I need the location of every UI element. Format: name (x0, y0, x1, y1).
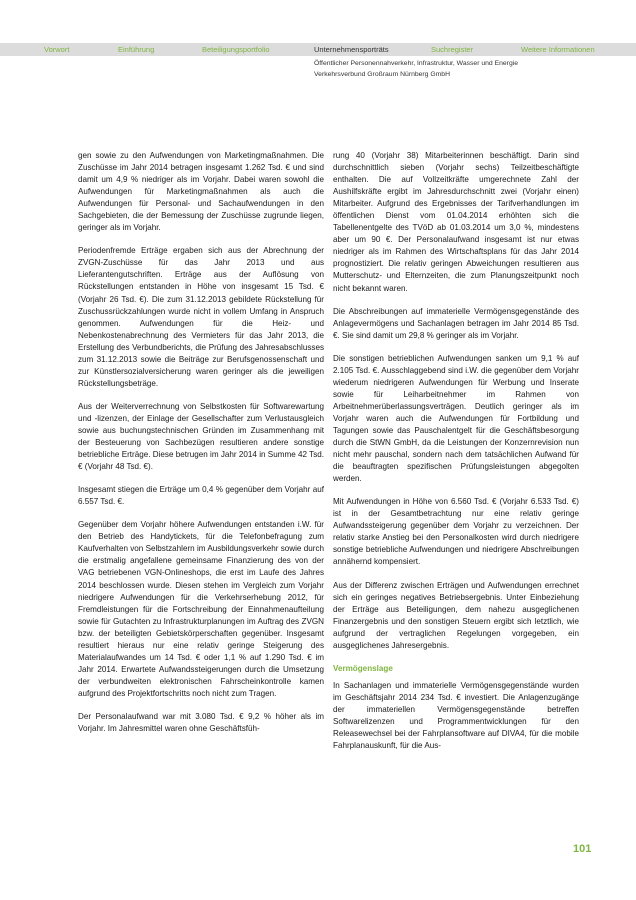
nav-item-weitere-informationen[interactable]: Weitere Informationen (521, 45, 595, 54)
paragraph: gen sowie zu den Aufwendungen von Marketingmaßnahmen. Die Zuschüsse im Jahr 2014 betragen insgesamt 1.262 Tsd. € und sind damit um 4,9 % niedriger als im Vorjahr. Dabei waren sowohl die Aufwendungen für Marketingmaßnahmen als auch die Aufwendungen für Personal- und Sachaufwendungen in den Sachgebieten, die der Bemessung der Zuschüsse zugrunde liegen, geringer als im Vorjahr. (78, 151, 324, 233)
left-text-column (78, 150, 324, 746)
page-number: 101 (573, 843, 592, 855)
paragraph: Insgesamt stiegen die Erträge um 0,4 % gegenüber dem Vorjahr auf 6.557 Tsd. €. (78, 485, 324, 507)
paragraph: In Sachanlagen und immaterielle Vermögensgegenstände wurden im Geschäftsjahr 2014 234 Tsd. € investiert. Die Anlagenzugänge der immateriellen Vermögensgegenstände betreffen Softwarelizenzen und Programmentwicklungen für den Releasewechsel bei der Fahrplansoftware auf DIVA4, für die mobile Fahrplanauskunft, für die Aus- (333, 680, 579, 751)
nav-item-einfuehrung[interactable]: Einführung (118, 45, 155, 54)
company-name: Verkehrsverbund Großraum Nürnberg GmbH (314, 71, 450, 78)
paragraph: rung 40 (Vorjahr 38) Mitarbeiterinnen beschäftigt. Darin sind durchschnittlich sieben (Vorjahr sechs) Teilzeitbeschäftigte enthalten. Die auf Vollzeitkräfte umgerechnete Zahl der Aushilfskräfte ergibt im Jahresdurchschnitt zwei (Vorjahr einen) Mitarbeiter. Aufgrund des Ergebnisses der Tarifverhandlungen im öffentlichen Dienst vom 01.04.2014 erhöhten sich die Tabellenentgelte des TVöD ab 01.03.2014 um 3,0 %, mindestens aber um 90 €. Der Personalaufwand insgesamt ist nur etwas niedriger als im Rahmen des Wirtschaftsplans für das Jahr 2014 prognostiziert. Die relativ geringen Abweichungen resultieren aus Mutterschutz- und Elternzeiten, die zum Planungszeitpunkt noch nicht bekannt waren. (333, 151, 579, 293)
paragraph: Der Personalaufwand war mit 3.080 Tsd. € 9,2 % höher als im Vorjahr. Im Jahresmittel waren ohne Geschäftsfüh- (78, 711, 324, 734)
nav-item-beteiligungsportfolio[interactable]: Beteiligungsportfolio (202, 45, 270, 54)
section-heading: Vermögenslage (333, 663, 393, 673)
section-subtitle: Öffentlicher Personennahverkehr, Infrastruktur, Wasser und Energie (314, 60, 519, 67)
paragraph: Aus der Weiterverrechnung von Selbstkosten für Softwarewartung und -lizenzen, der Einlage der Gesellschafter zum Verlustausgleich sowie aus buchungstechnischen Gründen im Zusammenhang mit der Besteuerung von Sachbezügen resultieren andere sonstige betriebliche Erträge. Diese betrugen im Jahr 2014 in Summe 42 Tsd. € (Vorjahr 48 Tsd. €). (78, 401, 324, 472)
nav-item-vorwort[interactable]: Vorwort (44, 45, 70, 54)
right-text-column (333, 150, 579, 763)
paragraph: Periodenfremde Erträge ergaben sich aus der Abrechnung der ZVGN-Zuschüsse für das Jahr 2013 und aus Lieferantengutschriften. Erträge aus der Auflösung von Rückstellungen entstanden in Höhe von insgesamt 15 Tsd. € (Vorjahr 26 Tsd. €). Die zum 31.12.2013 gebildete Rückstellung für Zuschussrückzahlungen wurde nicht in vollem Umfang in Anspruch genommen. Aufwendungen für die Heiz- und Nebenkostenabrechnung des Vermieters für das Jahr 2013, die Erstellung des Verbundberichts, die Prüfung des Jahresabschlusses zum 31.12.2013 sowie die Beiträge zur Berufsgenossenschaft und zur Künstlersozialversicherung waren geringer als die jeweiligen Rückstellungsbeträge. (78, 246, 324, 388)
paragraph: Die Abschreibungen auf immaterielle Vermögensgegenstände des Anlagevermögens und Sachanlagen betragen im Jahr 2014 85 Tsd. €. Sie sind damit um 29,8 % geringer als im Vorjahr. (333, 306, 579, 340)
paragraph: Gegenüber dem Vorjahr höhere Aufwendungen entstanden i.W. für den Betrieb des Handytickets, für die Telefonbefragung zum Kaufverhalten von Selbstzahlern im Ausbildungsverkehr sowie durch die erstmalig angefallene gemeinsame Finanzierung des von der VAG betriebenen VGN-Onlineshops, die erst im Laufe des Jahres 2014 beschlossen wurde. Diesen stehen im Vergleich zum Vorjahr niedrigere Aufwendungen für die Verkehrserhebung 2012, für Fremdleistungen für die Fortschreibung der Einnahmenaufteilung sowie für Gutachten zu Infrastrukturplanungen im Auftrag des ZVGN bzw. der beteiligten Gebietskörperschaften gegenüber. Insgesamt resultiert hieraus nur eine relativ geringe Steigerung des Materialaufwandes um 14 Tsd. € oder 1,1 % auf 1.290 Tsd. € im Jahr 2014. Erwartete Aufwandssteigerungen durch die Umsetzung der verbundweiten elektronischen Fahrscheinkontrolle kamen aufgrund des Projektfortschritts noch nicht zum Tragen. (78, 520, 324, 698)
paragraph: Mit Aufwendungen in Höhe von 6.560 Tsd. € (Vorjahr 6.533 Tsd. €) ist in der Gesamtbetrachtung nur eine relativ geringe Aufwandssteigerung gegenüber dem Vorjahr zu verzeichnen. Der relativ starke Anstieg bei den Personalkosten wird durch niedrigere sonstige betriebliche Aufwendungen und niedrigere Abschreibungen annähernd kompensiert. (333, 497, 579, 567)
nav-item-suchregister[interactable]: Suchregister (431, 45, 474, 54)
nav-item-unternehmensportraets[interactable]: Unternehmensporträts (314, 45, 389, 54)
paragraph: Die sonstigen betrieblichen Aufwendungen sanken um 9,1 % auf 2.105 Tsd. €. Ausschlaggebend sind i.W. die gegenüber dem Vorjahr wiederum niedrigeren Aufwendungen für Werbung und Inserate sowie für Leiharbeitnehmer im Rahmen von Arbeitnehmerüberlassungsverträgen. Deutlich geringer als im Vorjahr waren auch die Aufwendungen für Fortbildung und Tagungen sowie das Pauschalentgelt für die Geschäftsbesorgung durch die StWN GmbH, da die Leistungen der Konzernrevision nun nicht mehr pauschal, sondern nach dem tatsächlichen Aufwand für die beauftragten spezifischen Prüfungsleistungen abgegolten werden. (333, 353, 579, 484)
top-navigation-bar (0, 43, 636, 56)
paragraph: Aus der Differenz zwischen Erträgen und Aufwendungen errechnet sich ein geringes negatives Betriebsergebnis. Unter Einbeziehung der Erträge aus Beteiligungen, dem nahezu ausgeglichenen Finanzergebnis und den sonstigen Steuern ergibt sich letztlich, wie aufgrund der vertraglichen Regelungen vorgegeben, ein ausgeglichenes Jahresergebnis. (333, 580, 579, 650)
